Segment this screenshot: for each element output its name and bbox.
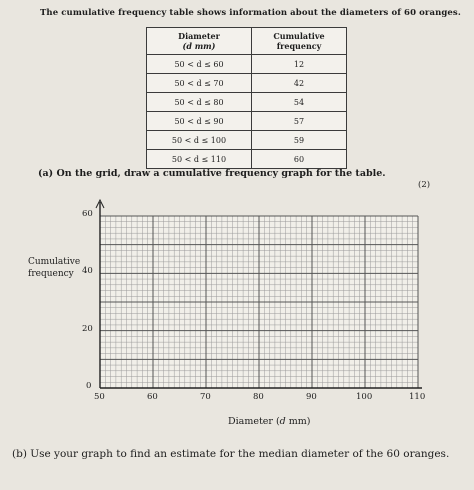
cell-cf: 59 <box>252 131 347 150</box>
cell-range: 50 < d ≤ 100 <box>147 131 252 150</box>
x-axis-label-text: Diameter ( <box>228 416 280 427</box>
x-tick-label: 90 <box>306 392 317 402</box>
x-tick-label: 110 <box>409 392 426 402</box>
cell-cf: 57 <box>252 112 347 131</box>
x-tick-label: 80 <box>253 392 264 402</box>
x-axis-label <box>228 416 311 427</box>
cell-cf: 60 <box>252 150 347 169</box>
cell-cf: 12 <box>252 55 347 74</box>
intro-text: The cumulative frequency table shows information about the diameters of 60 oranges. <box>40 8 461 18</box>
y-tick-label: 60 <box>82 209 93 219</box>
cell-range: 50 < d ≤ 90 <box>147 112 252 131</box>
cell-cf: 54 <box>252 93 347 112</box>
cell-cf: 42 <box>252 74 347 93</box>
cell-range: 50 < d ≤ 80 <box>147 93 252 112</box>
header-diameter-unit: (d mm) <box>182 41 216 51</box>
question-b: (b) Use your graph to find an estimate for the median diameter of the 60 oranges. <box>12 448 450 460</box>
question-a: (a) On the grid, draw a cumulative frequency graph for the table. <box>38 168 386 179</box>
header-cf-line1: Cumulative <box>273 31 325 41</box>
x-tick-label: 50 <box>94 392 105 402</box>
x-tick-label: 60 <box>147 392 158 402</box>
header-diameter-label: Diameter <box>178 31 220 41</box>
x-axis-label-unit: mm) <box>285 416 311 427</box>
cell-range: 50 < d ≤ 70 <box>147 74 252 93</box>
y-tick-label: 20 <box>82 323 93 334</box>
cell-range: 50 < d ≤ 110 <box>147 150 252 169</box>
x-tick-label: 100 <box>356 392 373 402</box>
y-axis-label-line1: Cumulative <box>28 257 81 267</box>
cell-range: 50 < d ≤ 60 <box>147 55 252 74</box>
header-cf-line2: frequency <box>276 41 322 51</box>
y-axis-label-line2: frequency <box>28 269 74 279</box>
x-tick-label: 70 <box>200 392 211 402</box>
marks-a: (2) <box>418 180 431 190</box>
y-tick-label: 0 <box>86 381 92 391</box>
x-axis-label-variable: d <box>279 416 286 427</box>
y-tick-label: 40 <box>82 266 93 277</box>
